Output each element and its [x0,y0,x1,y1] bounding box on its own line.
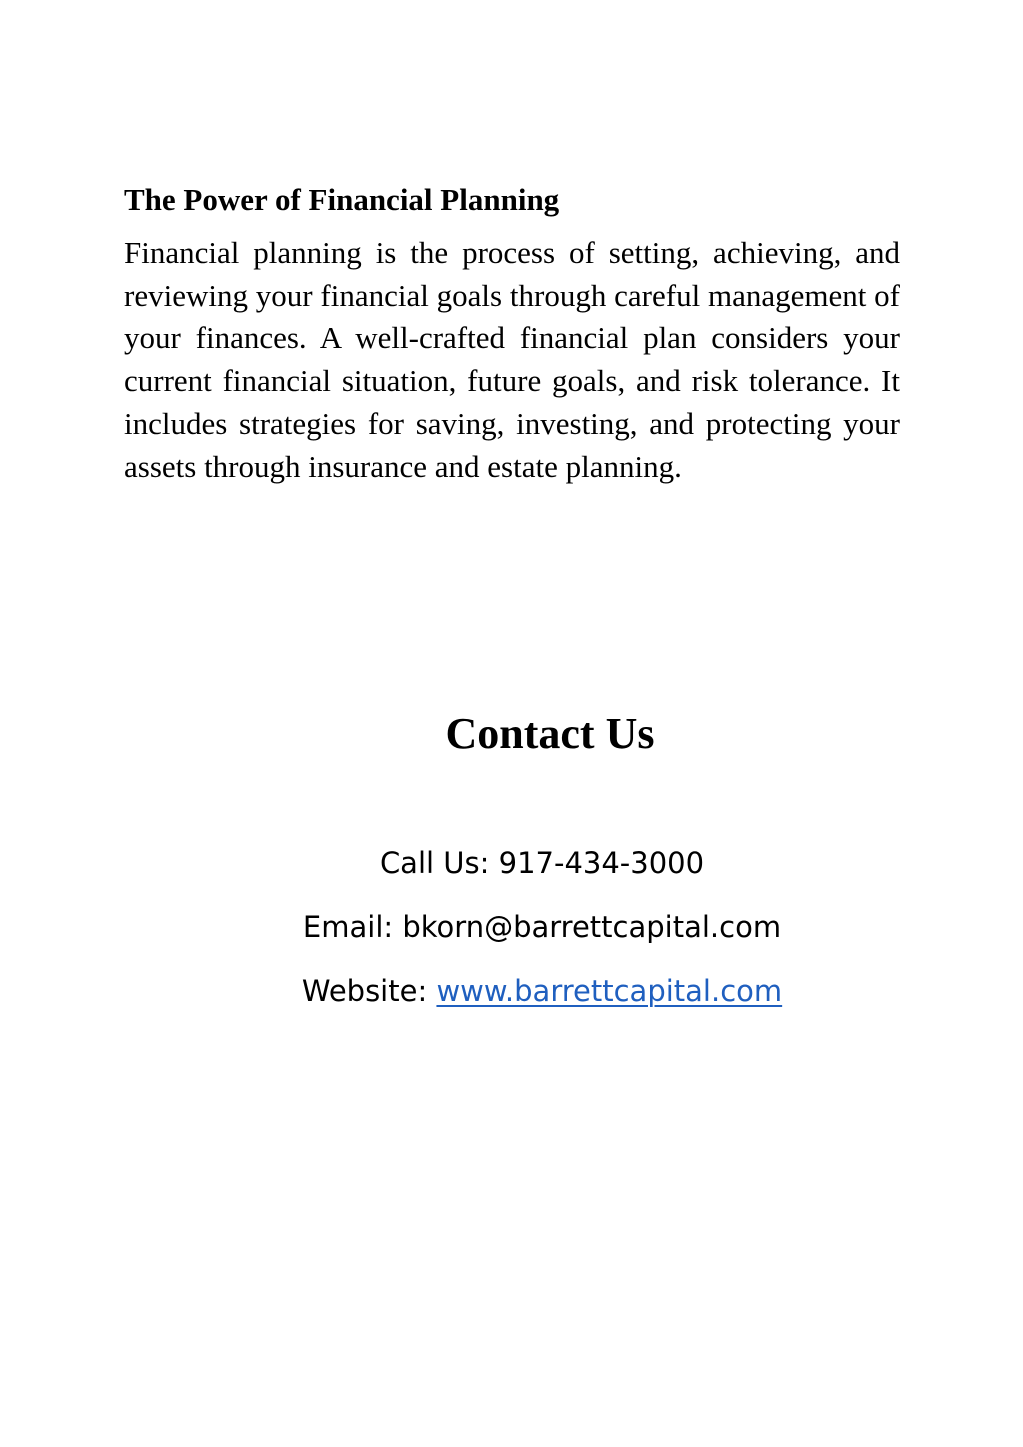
website-link[interactable]: www.barrettcapital.com [436,974,783,1008]
website-label: Website: [301,974,428,1008]
contact-title: Contact Us [445,709,655,758]
section-body-paragraph: Financial planning is the process of setting, achieving, and reviewing your financial goals through careful management of your finances. A well-crafted financial plan considers your current financial situation, future goals, and risk tolerance. It includes strategies for saving, investing, and protecting your assets through insurance and estate planning. [124,235,900,484]
phone-line [0,836,1023,900]
email-address: bkorn@barrettcapital.com [402,910,782,944]
contact-details [0,836,1023,1028]
section-heading: The Power of Financial Planning [124,182,560,217]
financial-planning-section [124,178,900,488]
phone-number: 917-434-3000 [498,846,705,880]
email-line [0,900,1023,964]
phone-label: Call Us: [379,846,490,880]
website-line [0,964,1023,1028]
email-label: Email: [302,910,394,944]
